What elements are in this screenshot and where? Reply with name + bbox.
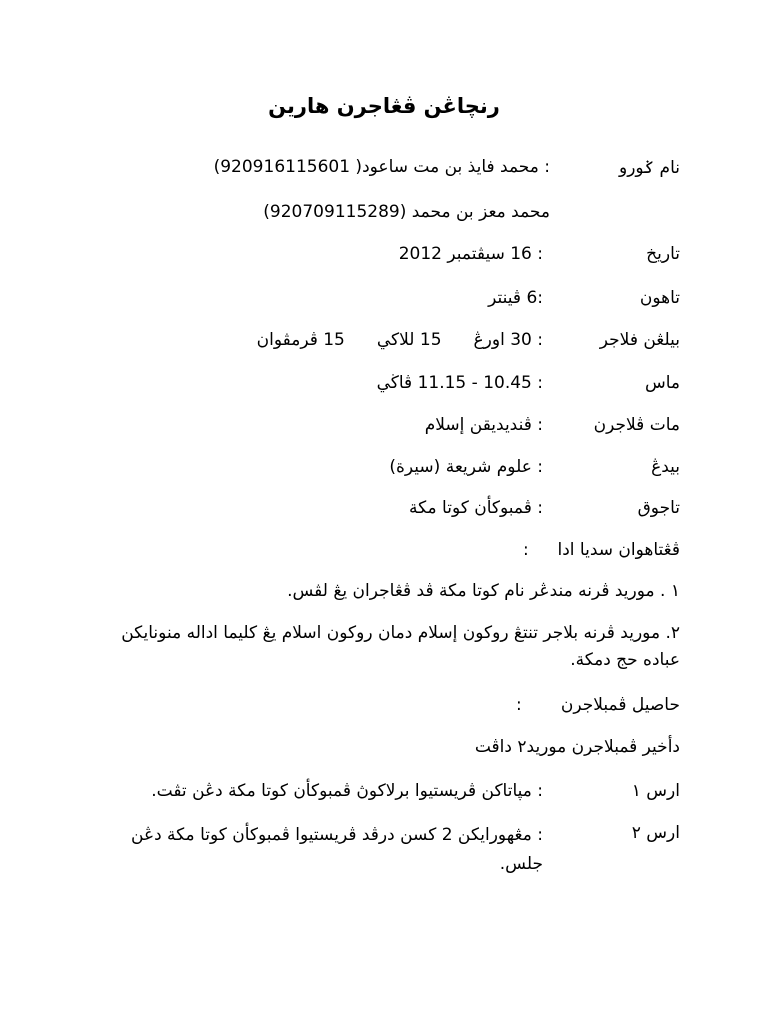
field-value: : علوم شريعة (سيرة)	[389, 457, 543, 477]
students-female: 15 ڤرمڤوان	[256, 330, 345, 350]
outcomes-intro: دأخير ڤمبلاجرن موريد٢ داڤت	[474, 737, 680, 757]
students-label: بيلڠن فلاجر	[599, 330, 680, 350]
time-value: : 10.45 - 11.15 ڤاڬي	[376, 373, 543, 393]
prior-knowledge-item-1: ١ . موريد ڤرنه مندڠر نام کوتا مکة ڤد ڤڠاجران يڠ لڤس.	[287, 581, 680, 601]
prior-knowledge-heading: ڤڠتاهوان سديا ادا	[557, 540, 680, 560]
level-2-value: : مڠهورايکن 2 کسن درڤد ڤريستيوا ڤمبوکأن کوتا مکة دڠن جلس.	[131, 825, 543, 874]
year-label: تاهون	[639, 288, 680, 308]
date-value: : 16 سيڤتمبر 2012	[398, 244, 543, 264]
subject-value: : ڤنديديقن إسلام	[424, 415, 543, 435]
level-1-value: : مڽاتاکن ڤريستيوا برلاکوڽ ڤمبوکأن کوتا مکة دڠن تڤت.	[151, 781, 543, 801]
teacher-name-2: محمد معز بن محمد (920709115289)	[263, 202, 550, 222]
level-2-label: ارس ٢	[631, 823, 680, 843]
outcomes-heading: حاصيل ڤمبلاجرن	[560, 695, 680, 715]
subject-label: مات ڤلاجرن	[593, 415, 680, 435]
field-label: بيدڠ	[651, 457, 680, 477]
students-total: : 30 اورڠ	[473, 330, 543, 350]
teacher-name-1: : محمد فايذ بن مت ساعود( 920916115601)	[213, 157, 550, 177]
topic-label: تاجوق	[637, 498, 680, 518]
date-label: تاريخ	[646, 244, 680, 264]
students-value	[257, 330, 543, 350]
time-label: ماس	[644, 373, 680, 393]
page-title: رنچاڠن ڤڠاجرن هارين	[268, 94, 500, 118]
topic-value: : ڤمبوکأن کوتا مکة	[409, 498, 543, 518]
year-value: :6 ڤينتر	[488, 288, 543, 308]
outcomes-colon: :	[516, 695, 522, 715]
level-1-label: ارس ١	[631, 781, 680, 801]
students-male: 15 للاكي	[376, 330, 442, 350]
prior-knowledge-colon: :	[523, 540, 529, 560]
prior-knowledge-item-2: ٢. موريد ڤرنه بلاجر تنتڠ روکون إسلام دمان روکون اسلام يڠ کليما اداله منونايکن عباده حج دمکة.	[121, 623, 680, 670]
teacher-label: نام ݢورو	[618, 158, 680, 178]
